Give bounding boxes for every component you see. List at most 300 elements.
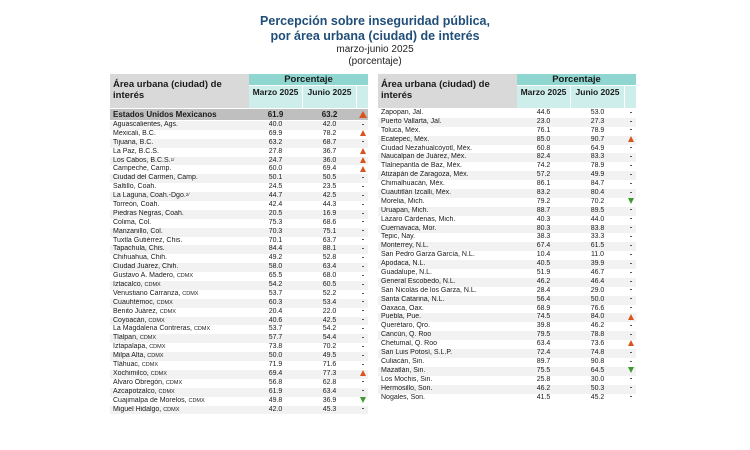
trend-marker [625, 127, 636, 136]
june-value: 78.8 [590, 331, 605, 339]
city-name-text: Tepic, Nay. [381, 233, 416, 241]
city-name-text: Ciudad del Carmen, Camp. [113, 174, 198, 182]
city-name-text: Atizapán de Zaragoza, Méx. [381, 171, 469, 179]
trend-marker [625, 358, 636, 367]
cdmx-tag: CDMX [141, 362, 158, 369]
table-row [110, 334, 368, 343]
march-value: 40.0 [268, 121, 283, 128]
trend-marker [357, 157, 368, 166]
dash-icon [362, 408, 364, 409]
trend-marker [357, 192, 368, 201]
trend-marker [357, 281, 368, 290]
trend-marker [357, 352, 368, 361]
dash-icon [362, 204, 364, 205]
header-percentage: Porcentaje [249, 74, 368, 85]
trend-marker [357, 245, 368, 254]
march-value: 40.5 [536, 260, 551, 268]
dash-icon [362, 301, 364, 302]
trend-marker [625, 145, 636, 154]
city-name [113, 397, 248, 406]
june-value: 33.3 [590, 233, 605, 241]
june-value: 78.9 [590, 126, 605, 134]
june-value: 63.4 [322, 387, 337, 395]
city-name [113, 210, 248, 219]
march-value: 44.6 [536, 109, 551, 116]
june-value: 29.0 [590, 286, 605, 294]
header-area: Área urbana (ciudad) de interés [378, 74, 517, 108]
city-name [113, 406, 248, 415]
march-value: 20.4 [268, 307, 283, 315]
table-row [378, 287, 636, 296]
city-name-text: Saltillo, Coah. [113, 183, 157, 191]
table-row [110, 325, 368, 334]
march-value: 58.0 [268, 263, 283, 271]
trend-marker [357, 130, 368, 139]
dash-icon [362, 221, 364, 222]
triangle-up-icon [360, 370, 366, 376]
june-value: 63.2 [321, 110, 338, 119]
table-row [378, 278, 636, 287]
city-name-text: Ecatepec, Méx. [381, 135, 430, 143]
dash-icon [362, 346, 364, 347]
table-row [110, 139, 368, 148]
triangle-down-icon [360, 397, 366, 403]
cdmx-tag: CDMX [144, 282, 161, 289]
dash-icon [362, 293, 364, 294]
trend-marker [625, 171, 636, 180]
table-row [378, 207, 636, 216]
table-row [378, 242, 636, 251]
june-value: 78.2 [322, 129, 337, 137]
city-name-text: Lázaro Cárdenas, Mich. [381, 215, 456, 223]
city-name-text: Venustiano Carranza, [113, 289, 183, 297]
table-row [378, 305, 636, 314]
june-value: 46.7 [590, 269, 605, 277]
trend-marker [625, 376, 636, 385]
title-unit: (porcentaje) [348, 55, 402, 67]
march-value: 73.8 [268, 343, 283, 351]
march-value: 53.7 [268, 325, 283, 333]
march-value: 46.2 [536, 277, 551, 285]
table-row [378, 322, 636, 331]
city-name [381, 269, 516, 278]
table-row [110, 370, 368, 379]
city-name [113, 219, 248, 228]
table-row [110, 201, 368, 210]
june-value: 69.4 [322, 165, 337, 173]
city-name-text: Querétaro, Qro. [381, 322, 431, 330]
city-name [381, 118, 516, 127]
table-row [110, 299, 368, 308]
city-name-text: Nogales, Son. [381, 393, 425, 401]
city-name-text: Toluca, Méx. [381, 126, 421, 134]
city-name-text: Culiacán, Sin. [381, 357, 425, 365]
table-row [110, 343, 368, 352]
header-june: Junio 2025 [571, 86, 624, 108]
dash-icon [630, 387, 632, 388]
city-name [381, 260, 516, 269]
trend-marker [625, 367, 636, 376]
city-name [113, 379, 248, 388]
dash-icon [362, 364, 364, 365]
triangle-down-icon [628, 367, 634, 373]
city-name [113, 139, 248, 148]
dash-icon [362, 257, 364, 258]
cdmx-tag: CDMX [176, 273, 194, 280]
march-value: 89.7 [536, 357, 551, 365]
dash-icon [630, 352, 632, 353]
march-value: 49.2 [268, 254, 283, 262]
table-row [110, 388, 368, 397]
city-name-text: Puebla, Pue. [381, 313, 422, 321]
june-value: 70.2 [322, 343, 337, 351]
triangle-up-icon [628, 340, 634, 346]
june-value: 42.5 [322, 316, 337, 324]
trend-marker [357, 308, 368, 317]
table-row [378, 216, 636, 225]
table-row [110, 263, 368, 272]
table-left [110, 74, 368, 414]
dash-icon [362, 141, 364, 142]
city-name [113, 237, 248, 246]
june-value: 16.9 [322, 209, 337, 217]
dash-icon [362, 266, 364, 267]
city-name [113, 334, 248, 343]
june-value: 22.0 [322, 307, 337, 315]
march-value: 79.2 [536, 197, 551, 205]
city-name [113, 245, 248, 254]
june-value: 77.3 [322, 369, 337, 377]
city-name [381, 313, 516, 322]
city-name-text: Colima, Col. [113, 218, 152, 226]
triangle-up-icon [359, 111, 367, 118]
triangle-up-icon [628, 314, 634, 320]
table-row [110, 254, 368, 263]
june-value: 71.6 [322, 361, 337, 369]
june-value: 90.7 [590, 135, 605, 143]
june-value: 75.1 [322, 227, 337, 235]
dash-icon [362, 239, 364, 240]
table-row [378, 367, 636, 376]
city-name [113, 183, 248, 192]
table-row [378, 251, 636, 260]
march-value: 69.4 [268, 369, 283, 377]
march-value: 80.3 [536, 224, 551, 232]
table-row [378, 127, 636, 136]
city-name [113, 352, 248, 361]
june-value: 83.3 [590, 153, 605, 161]
city-name-text: La Laguna, Coah.-Dgo. [113, 192, 186, 200]
trend-marker [357, 254, 368, 263]
march-value: 50.0 [268, 352, 283, 360]
trend-marker [357, 317, 368, 326]
table-row [110, 352, 368, 361]
trend-marker [625, 109, 636, 118]
city-name-text: Chihuahua, Chih. [113, 254, 168, 262]
cdmx-tag: CDMX [139, 335, 157, 342]
june-value: 64.5 [590, 366, 605, 374]
trend-marker [625, 242, 636, 251]
dash-icon [630, 218, 632, 219]
trend-marker [357, 343, 368, 352]
june-value: 74.8 [590, 349, 605, 357]
table-row [378, 385, 636, 394]
dash-icon [630, 254, 632, 255]
table-row [378, 358, 636, 367]
june-value: 30.0 [590, 375, 605, 383]
city-name-text: Cuauhtémoc, [113, 298, 157, 306]
city-name-text: Gustavo A. Madero, [113, 272, 177, 280]
june-value: 84.0 [590, 313, 605, 321]
city-name [113, 130, 248, 139]
march-value: 40.3 [536, 215, 551, 223]
triangle-up-icon [360, 157, 366, 163]
trend-marker [625, 322, 636, 331]
city-name-text: Chetumal, Q. Roo [381, 340, 438, 348]
table-row [378, 376, 636, 385]
trend-marker [357, 174, 368, 183]
trend-marker [625, 162, 636, 171]
table-row [110, 406, 368, 415]
cdmx-tag: CDMX [193, 326, 211, 333]
dash-icon [362, 195, 364, 196]
june-value: 45.3 [322, 405, 337, 413]
city-name-text: Cuautitlán Izcalli, Méx. [381, 189, 452, 197]
march-value: 10.4 [536, 251, 551, 259]
june-value: 90.8 [590, 357, 605, 365]
june-value: 68.6 [322, 218, 337, 226]
city-name-text: Iztacalco, [113, 281, 145, 289]
trend-marker [357, 272, 368, 281]
dash-icon [362, 186, 364, 187]
march-value: 70.1 [268, 236, 283, 244]
dash-icon [362, 275, 364, 276]
trend-marker [357, 397, 368, 406]
city-name-text: Álvaro Obregón, [113, 378, 166, 386]
table-row [378, 189, 636, 198]
dash-icon [362, 319, 364, 320]
city-name-text: Torreón, Coah. [113, 201, 160, 209]
cdmx-tag: CDMX [148, 317, 165, 324]
table-row [110, 397, 368, 406]
city-name [113, 165, 248, 174]
june-value: 45.2 [590, 393, 605, 401]
triangle-up-icon [360, 130, 366, 136]
march-value: 67.4 [536, 242, 551, 250]
city-name-text: Cuernavaca, Mor. [381, 224, 437, 232]
march-value: 72.4 [536, 349, 551, 357]
trend-marker [625, 189, 636, 198]
city-name-text: La Paz, B.C.S. [113, 147, 159, 155]
march-value: 86.1 [536, 180, 551, 188]
march-value: 28.4 [536, 286, 551, 294]
march-value: 68.9 [536, 304, 551, 312]
june-value: 36.7 [322, 147, 337, 155]
cdmx-tag: CDMX [147, 353, 164, 360]
city-name-text: Tijuana, B.C. [113, 138, 154, 146]
dash-icon [630, 209, 632, 210]
city-name-text: Xochimilco, [113, 369, 151, 377]
trend-marker [625, 296, 636, 305]
march-value: 82.4 [536, 153, 551, 161]
trend-marker [357, 290, 368, 299]
march-value: 57.2 [536, 171, 551, 179]
dash-icon [630, 263, 632, 264]
march-value: 74.2 [536, 162, 551, 170]
city-name [381, 242, 516, 251]
triangle-down-icon [628, 198, 634, 204]
june-value: 46.2 [590, 322, 605, 330]
header-percentage: Porcentaje [517, 74, 636, 85]
city-name [113, 148, 248, 157]
city-name-text: Oaxaca, Oax. [381, 304, 424, 312]
june-value: 53.4 [322, 298, 337, 306]
table-row [378, 118, 636, 127]
trend-marker [357, 361, 368, 370]
march-value: 56.4 [536, 295, 551, 303]
march-value: 54.2 [268, 281, 283, 289]
trend-marker [625, 269, 636, 278]
trend-marker [625, 118, 636, 127]
june-value: 50.0 [590, 295, 605, 303]
june-value: 68.0 [322, 272, 337, 280]
table-row [378, 260, 636, 269]
cdmx-tag: CDMX [159, 308, 176, 315]
dash-icon [630, 129, 632, 130]
city-name [113, 174, 248, 183]
city-name-text: Ciudad Juárez, Chih. [113, 263, 179, 271]
table-row [378, 171, 636, 180]
trend-marker [357, 148, 368, 157]
cdmx-tag: CDMX [165, 379, 183, 386]
city-name [381, 305, 516, 314]
city-name-text: Hermosillo, Son. [381, 384, 433, 392]
march-value: 79.5 [536, 331, 551, 339]
table-row [110, 228, 368, 237]
trend-marker [625, 305, 636, 314]
table-row [110, 245, 368, 254]
table-row [378, 162, 636, 171]
june-value: 52.2 [322, 289, 337, 297]
dash-icon [630, 147, 632, 148]
city-name [381, 358, 516, 367]
dash-icon [630, 334, 632, 335]
city-name [381, 340, 516, 349]
june-value: 54.4 [322, 334, 337, 342]
city-name [113, 388, 248, 397]
header-trend [357, 86, 368, 108]
city-name-text: Benito Juárez, [113, 307, 160, 315]
table-row [110, 192, 368, 201]
cdmx-tag: CDMX [156, 299, 173, 306]
city-name [381, 296, 516, 305]
city-name-text: Azcapotzalco, [113, 387, 159, 395]
trend-marker [625, 198, 636, 207]
dash-icon [630, 236, 632, 237]
table-row [110, 148, 368, 157]
march-value: 20.5 [268, 209, 283, 217]
march-value: 63.2 [268, 138, 283, 146]
table-row [378, 136, 636, 145]
title-line-1: Percepción sobre inseguridad pública, [260, 14, 490, 28]
city-name [381, 162, 516, 171]
june-value: 64.9 [590, 144, 605, 152]
city-name-text: Naucalpan de Juárez, Méx. [381, 153, 467, 161]
march-value: 57.7 [268, 334, 283, 342]
city-name-text: Tlalpan, [113, 334, 140, 342]
city-name-text: Tlalnepantla de Baz, Méx. [381, 162, 462, 170]
june-value: 27.3 [590, 117, 605, 125]
table-row [378, 145, 636, 154]
city-name-text: Tuxtla Gutiérrez, Chis. [113, 236, 183, 244]
dash-icon [630, 174, 632, 175]
trend-marker [357, 388, 368, 397]
march-value: 27.8 [268, 147, 283, 155]
trend-marker [357, 219, 368, 228]
table-row [110, 308, 368, 317]
table-row [110, 157, 368, 166]
city-name-text: Los Cabos, B.C.S. [113, 156, 171, 164]
dash-icon [630, 165, 632, 166]
city-name [381, 251, 516, 260]
june-value: 78.9 [590, 162, 605, 170]
table-right [378, 74, 636, 402]
march-value: 75.3 [268, 218, 283, 226]
trend-marker [357, 406, 368, 415]
cdmx-tag: CDMX [182, 290, 199, 297]
city-name [113, 361, 248, 370]
march-value: 61.9 [268, 387, 283, 395]
city-name-text: San Pedro Garza García, N.L. [381, 251, 475, 259]
march-value: 76.1 [536, 126, 551, 134]
title-period: marzo-junio 2025 [336, 44, 414, 55]
trend-marker [357, 183, 368, 192]
march-value: 71.9 [268, 361, 283, 369]
city-name [113, 201, 248, 210]
trend-marker [625, 180, 636, 189]
cdmx-tag: CDMX [158, 388, 175, 395]
dash-icon [362, 284, 364, 285]
june-value: 84.7 [590, 180, 605, 188]
table-body [378, 109, 636, 402]
trend-marker [357, 237, 368, 246]
march-value: 85.0 [536, 135, 551, 143]
header-june: Junio 2025 [303, 86, 356, 108]
trend-marker [357, 228, 368, 237]
city-name [113, 290, 248, 299]
trend-marker [357, 210, 368, 219]
trend-marker [357, 139, 368, 148]
city-name [381, 136, 516, 145]
city-name [381, 322, 516, 331]
city-name [113, 254, 248, 263]
city-name-text: Mexicali, B.C. [113, 129, 156, 137]
city-name [381, 207, 516, 216]
dash-icon [630, 396, 632, 397]
march-value: 56.8 [268, 378, 283, 386]
march-value: 65.5 [268, 272, 283, 280]
dash-icon [630, 121, 632, 122]
city-name-text: Miguel Hidalgo, [113, 405, 164, 413]
table-row [110, 317, 368, 326]
june-value: 42.0 [322, 121, 337, 128]
june-value: 23.5 [322, 183, 337, 191]
march-value: 88.7 [536, 206, 551, 214]
trend-marker [625, 233, 636, 242]
city-name [113, 317, 248, 326]
table-row [378, 296, 636, 305]
june-value: 68.7 [322, 138, 337, 146]
